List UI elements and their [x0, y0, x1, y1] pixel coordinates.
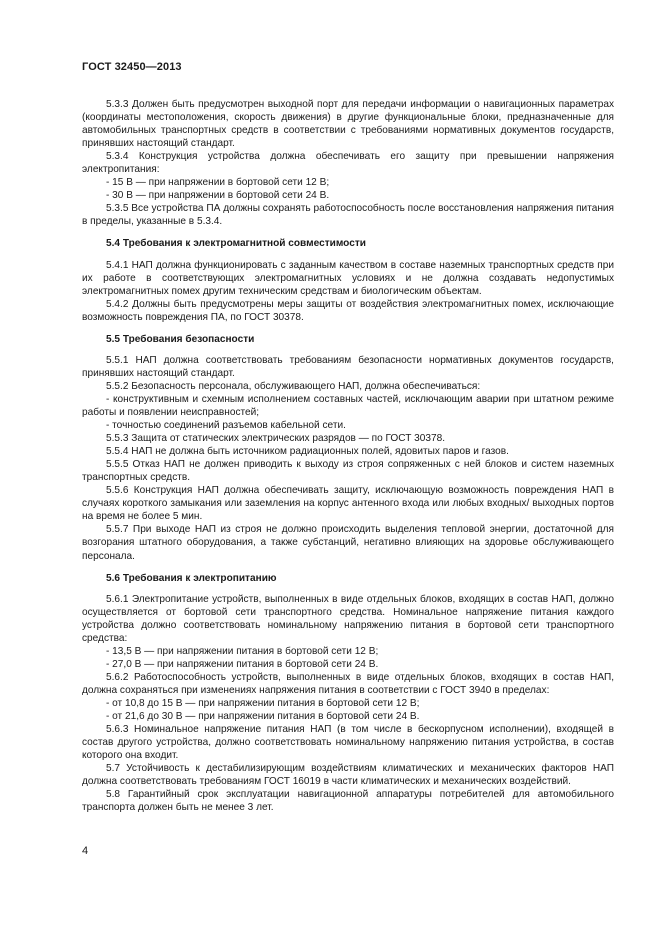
paragraph-5-6-1: 5.6.1 Электропитание устройств, выполненных в виде отдельных блоков, входящих в состав НАП, должно осуществляется от бортовой сети транспортного средства. Номинальное напряжение питания каждого устройства должно соответствовать номинальному напряжению питания в бортовой сети транспортного средства: — [82, 593, 614, 644]
paragraph-5-5-7: 5.5.7 При выходе НАП из строя не должно происходить выделения тепловой энергии, достаточной для возгорания штатного оборудования, а также субстанций, негативно влияющих на здоровье обслуживающего персонала. — [82, 524, 614, 562]
paragraph-5-3-3: 5.3.3 Должен быть предусмотрен выходной порт для передачи информации о навигационных параметрах (координаты местоположения, скорость движения) в другие функциональные блоки, предназначенные для автомобильных транспортных средств в соответствии с требованиями нормативных документов государств, принявших настоящий стандарт. — [82, 99, 614, 150]
list-item: - от 10,8 до 15 В — при напряжении питания в бортовой сети 12 В; — [106, 697, 420, 709]
page-number: 4 — [82, 845, 89, 857]
paragraph-5-4-1: 5.4.1 НАП должна функционировать с заданным качеством в составе наземных транспортных средств при их работе в соответствующих электромагнитных условиях и не должна создавать недопустимых электромагнитных помех другим техническим средствам и биологическим объектам. — [82, 259, 614, 297]
list-item: - 15 В — при напряжении в бортовой сети 12 В; — [106, 177, 330, 189]
paragraph-5-3-4: 5.3.4 Конструкция устройства должна обеспечивать его защиту при превышении напряжения электропитания: — [82, 151, 614, 176]
list-item: - точностью соединений разъемов кабельной сети. — [106, 420, 346, 432]
paragraph-5-5-5: 5.5.5 Отказ НАП не должен приводить к выходу из строя сопряженных с ней блоков и систем наземных транспортных средств. — [82, 459, 614, 484]
paragraph-5-4-2: 5.4.2 Должны быть предусмотрены меры защиты от воздействия электромагнитных помех, исключающие возможность повреждения ПА, по ГОСТ 30378. — [82, 298, 614, 323]
paragraph-5-6-2: 5.6.2 Работоспособность устройств, выполненных в виде отдельных блоков, входящих в состав НАП, должна сохраняться при изменениях напряжения питания в соответствии с ГОСТ 3940 в пределах: — [82, 671, 614, 696]
paragraph-5-5-1: 5.5.1 НАП должна соответствовать требованиям безопасности нормативных документов государств, принявших настоящий стандарт. — [82, 354, 614, 379]
list-item: - 30 В — при напряжении в бортовой сети 24 В. — [106, 190, 330, 202]
list-item: - конструктивным и схемным исполнением составных частей, исключающим аварии при штатном режиме работы и появлении неисправностей; — [82, 393, 614, 418]
paragraph-5-5-3: 5.5.3 Защита от статических электрических разрядов — по ГОСТ 30378. — [106, 433, 446, 445]
section-heading-5-4: 5.4 Требования к электромагнитной совместимости — [106, 238, 366, 250]
list-item: - 13,5 В — при напряжении питания в бортовой сети 12 В; — [106, 645, 379, 657]
page-header-title: ГОСТ 32450—2013 — [82, 61, 182, 73]
paragraph-5-6-3: 5.6.3 Номинальное напряжение питания НАП (в том числе в бескорпусном исполнении), входящей в состав другого устройства, должно соответствовать номинальному напряжению питания устройства, в состав которого она входит. — [82, 724, 614, 762]
paragraph-5-5-2: 5.5.2 Безопасность персонала, обслуживающего НАП, должна обеспечиваться: — [106, 380, 481, 392]
list-item: - от 21,6 до 30 В — при напряжении питания в бортовой сети 24 В. — [106, 711, 420, 723]
section-heading-5-6: 5.6 Требования к электропитанию — [106, 572, 277, 584]
paragraph-5-7: 5.7 Устойчивость к дестабилизирующим воздействиям климатических и механических факторов НАП должна соответствовать требованиям ГОСТ 16019 в части климатических и механических воздействий. — [82, 763, 614, 788]
paragraph-5-5-6: 5.5.6 Конструкция НАП должна обеспечивать защиту, исключающую возможность повреждения НАП в случаях короткого замыкания или заземления на корпус антенного входа или любых входных/ выходных портов на время не более 5 мин. — [82, 485, 614, 523]
paragraph-5-8: 5.8 Гарантийный срок эксплуатации навигационной аппаратуры потребителей для автомобильного транспорта должен быть не менее 3 лет. — [82, 789, 614, 814]
paragraph-5-3-5: 5.3.5 Все устройства ПА должны сохранять работоспособность после восстановления напряжения питания в пределы, указанные в 5.3.4. — [82, 203, 614, 228]
section-heading-5-5: 5.5 Требования безопасности — [106, 333, 255, 345]
document-body — [82, 98, 614, 814]
list-item: - 27,0 В — при напряжении питания в бортовой сети 24 В. — [106, 658, 379, 670]
paragraph-5-5-4: 5.5.4 НАП не должна быть источником радиационных полей, ядовитых паров и газов. — [106, 446, 509, 458]
